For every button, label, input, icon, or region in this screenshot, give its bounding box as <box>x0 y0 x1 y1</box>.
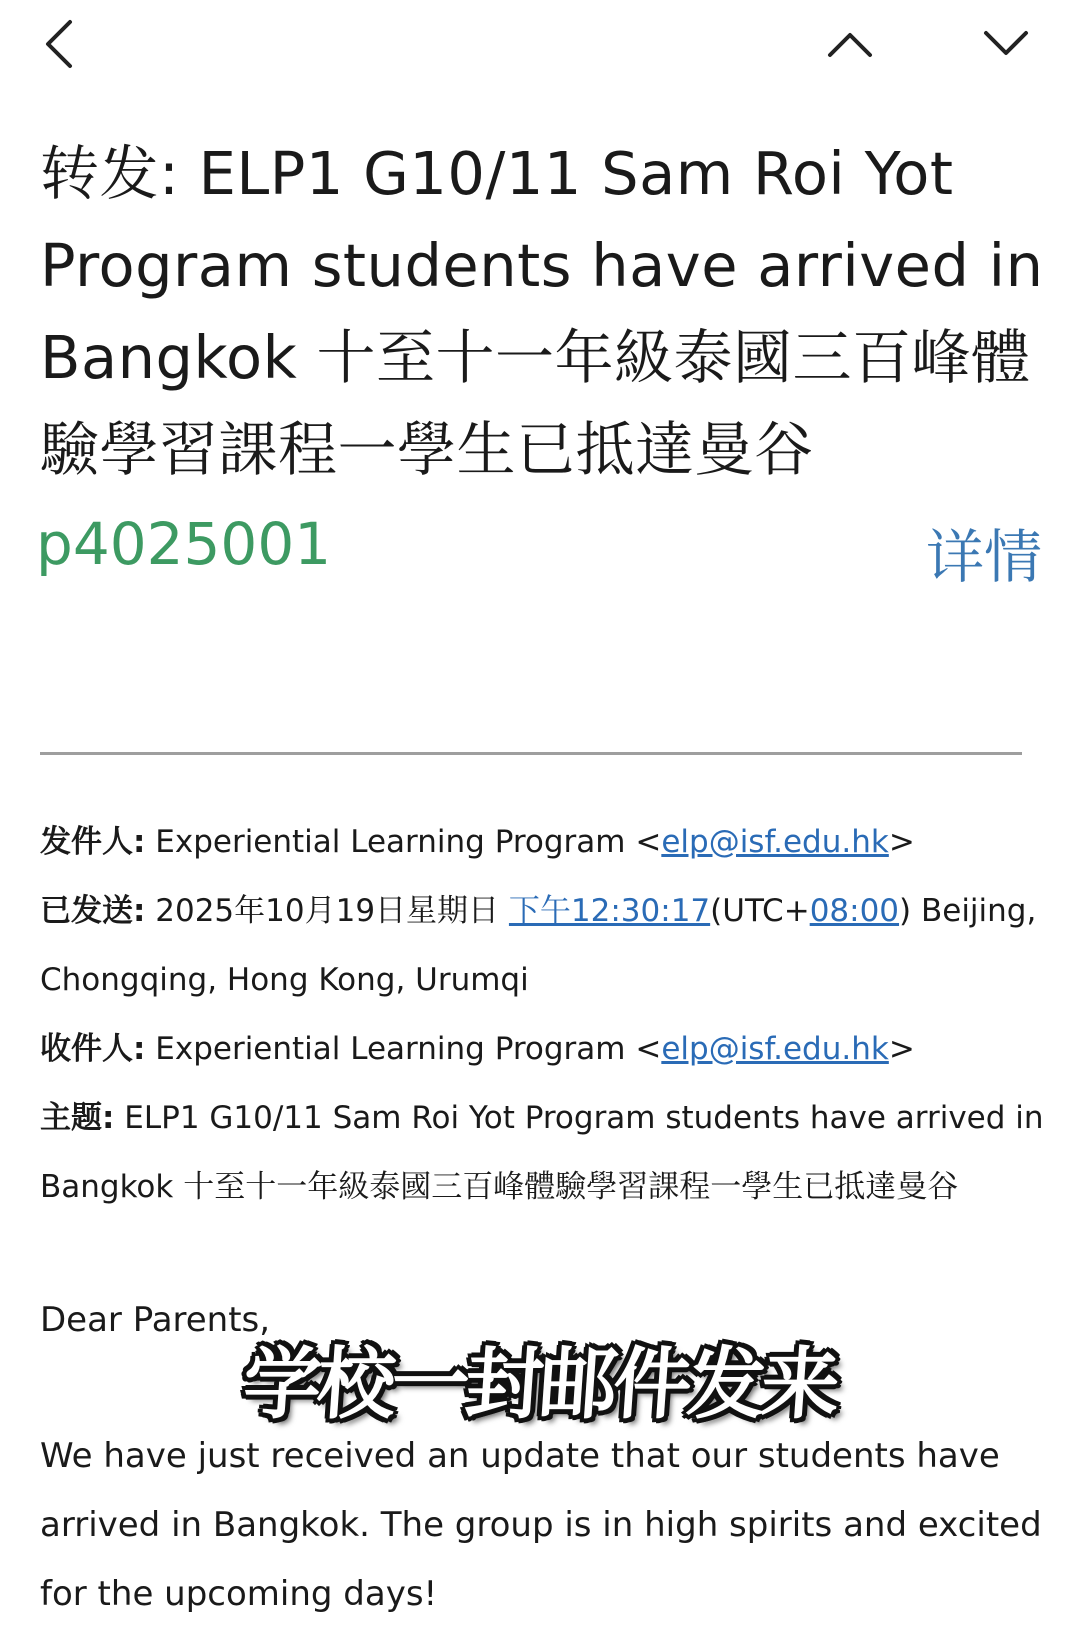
sender-row <box>0 510 1080 600</box>
chevron-up-icon <box>826 29 874 59</box>
divider <box>40 752 1022 755</box>
top-navigation-bar <box>0 0 1080 100</box>
sent-tz-open: (UTC+ <box>710 893 810 929</box>
subject-text: ELP1 G10/11 Sam Roi Yot Program students have arrived in Bangkok 十至十一年級泰國三百峰體驗學習課程一學生已抵達曼谷 <box>40 1100 1044 1205</box>
sent-date: 2025年10月19日星期日 <box>155 893 500 929</box>
email-subject-title: 转发: ELP1 G10/11 Sam Roi Yot Program students have arrived in Bangkok 十至十一年級泰國三百峰體驗學習課程一學生已抵達曼谷 <box>40 139 1044 484</box>
to-email-link[interactable]: elp@isf.edu.hk <box>661 1031 889 1067</box>
sent-time-link[interactable]: 下午12:30:17 <box>508 893 711 929</box>
subject-line <box>40 1084 1050 1222</box>
from-email-link[interactable]: elp@isf.edu.hk <box>661 824 889 860</box>
previous-email-button[interactable] <box>818 12 882 76</box>
next-email-button[interactable] <box>974 12 1038 76</box>
body-paragraph: We have just received an update that our students have arrived in Bangkok. The group is in high spirits and excited for the upcoming days! <box>40 1436 1042 1614</box>
subject-label: 主题: <box>40 1100 115 1136</box>
to-name: Experiential Learning Program < <box>155 1031 662 1067</box>
overlay-caption: 学校一封邮件发来 <box>240 1340 839 1430</box>
greeting: Dear Parents, <box>40 1300 271 1340</box>
forwarded-header-block <box>40 808 1050 1222</box>
from-line <box>40 808 1050 877</box>
sent-tz-rest: ) Beijing, Chongqing, Hong Kong, Urumqi <box>40 893 1037 998</box>
to-close: > <box>888 1031 915 1067</box>
sender-id[interactable]: p4025001 <box>36 510 332 578</box>
sent-line <box>40 877 1050 1015</box>
back-button[interactable] <box>28 12 92 76</box>
sent-label: 已发送: <box>40 893 146 929</box>
details-link[interactable]: 详情 <box>925 523 1042 591</box>
to-line <box>40 1015 1050 1084</box>
chevron-down-icon <box>982 29 1030 59</box>
from-close: > <box>888 824 915 860</box>
from-name: Experiential Learning Program < <box>155 824 662 860</box>
to-label: 收件人: <box>40 1031 146 1067</box>
chevron-left-icon <box>40 18 80 70</box>
sent-tz-offset-link[interactable]: 08:00 <box>809 893 900 929</box>
from-label: 发件人: <box>40 824 146 860</box>
